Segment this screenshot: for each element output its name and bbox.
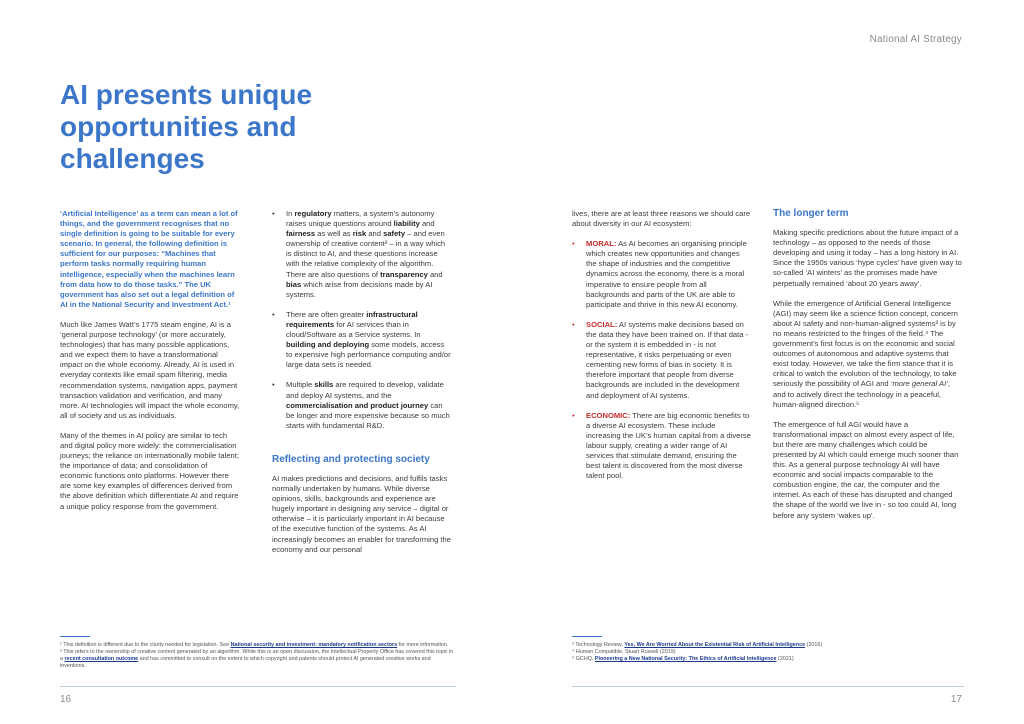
bold-term: transparency — [380, 269, 428, 279]
body-paragraph: Much like James Watt’s 1775 steam engine, AI is a ‘general purpose technology’ (or more accurately, technologies) that has many possible applications, and we expect them to have a transformational impact on the whole economy. Already, AI is used in everyday contexts like email spam filtering, media recommendation systems, navigation apps, payment transaction validation and verification, and many more. AI technologies will impact the whole economy, all of society and us as individuals. — [60, 319, 240, 420]
footnote-link[interactable]: National security and investment: mandatory notification sectors — [230, 642, 398, 648]
text: (2016) — [805, 642, 823, 648]
footnote — [572, 642, 962, 649]
text: In — [286, 209, 295, 218]
text: and — [427, 269, 443, 279]
page-title: AI presents unique opportunities and challenges — [60, 79, 313, 174]
text: ² This refers to the ownership of creative content generated by an algorithm. While this is an open discussion, the Intellectual Property Office has covered this topic in a — [60, 649, 454, 662]
list-item — [272, 310, 452, 371]
list-item — [572, 411, 752, 482]
page-number-right: 17 — [950, 694, 962, 705]
reasons-list — [572, 239, 752, 481]
text: and — [419, 219, 435, 229]
list-item — [272, 209, 452, 300]
footer-rule — [572, 686, 964, 687]
bullet-dot: • — [272, 380, 275, 390]
bold-term: regulatory — [294, 209, 332, 218]
bold-term: commercialisation and product journey — [286, 400, 429, 410]
section-heading: Reflecting and protecting society — [272, 453, 430, 465]
page-number-left: 16 — [60, 694, 72, 705]
column-4 — [773, 209, 963, 531]
text: for more information. — [397, 642, 449, 648]
bullet-dot: • — [272, 309, 275, 319]
bold-term: infrastructural requirements — [286, 309, 418, 329]
body-paragraph: lives, there are at least three reasons we should care about diversity in our AI ecosystem: — [572, 209, 751, 229]
text: While the emergence of Artificial General Intelligence (AGI) may seem like a science fiction concept, concern about AI safety and non-human-aligned systems³ is by no means restricted to the fringes of the field.⁴ The government’s first focus is on the economic and social outcomes of autonomous and adaptive systems that exist today. However, we take the firm stance that it is critical to watch the evolution of the technology, to take seriously the possibility of AGI and — [773, 298, 958, 389]
bold-term: liability — [393, 219, 420, 229]
column-2 — [272, 209, 452, 565]
bold-term: fairness — [286, 229, 316, 239]
bullet-dot: • — [272, 209, 275, 218]
intro-definition: ‘Artificial Intelligence’ as a term can mean a lot of things, and the government recognises that no single definition is going to be suitable for every scenario. In general, the following definition is sufficient for our purposes: “Machines that perform tasks normally requiring human intelligence, especially when the machines learn from data how to do those tasks.” The UK government has also set out a legal definition of AI in the National Security and Investment Act.¹ — [60, 209, 238, 309]
footnote-link[interactable]: recent consultation outcome — [64, 656, 139, 662]
footnote-rule — [572, 636, 602, 637]
text: – and even ownership of creative content² – in a way which is distinct to AI, and these questions increase with the relative complexity of the algorithm. There are also questions of — [286, 229, 446, 279]
bullet-label: SOCIAL: — [586, 319, 618, 329]
running-header: National AI Strategy — [869, 34, 962, 45]
section-heading: The longer term — [773, 208, 849, 219]
footnote — [60, 649, 455, 670]
list-item — [572, 239, 752, 310]
footnote-rule — [60, 636, 90, 637]
text: ¹ This definition is different due to the clarity needed for legislation. See — [60, 642, 231, 648]
text: ³ Technology Review, — [572, 642, 625, 648]
footnote — [572, 656, 962, 663]
text: There are often greater — [286, 309, 367, 319]
footnotes-left — [60, 642, 455, 670]
bold-term: bias — [286, 279, 302, 289]
text: are required to develop, validate and deploy AI systems, and the — [286, 380, 444, 400]
text: As AI becomes an organising principle which creates new opportunities and changes the shape of industries and the competitive dynamics across the economy, there is a moral imperative to ensure people from all backgrounds and parts of the UK are able to participate and thrive in this new AI economy. — [586, 239, 747, 309]
text: can be longer and more expensive because so much starts with fundamental R&D. — [286, 400, 450, 430]
footnotes-right — [572, 642, 962, 663]
text: AI systems make decisions based on the data they have been trained on. If that data - or the system it is embedded in - is not representative, it risks perpetuating or even cementing new forms of bias in society. It is therefore important that people from diverse backgrounds are included in the development and deployment of AI systems. — [586, 319, 749, 400]
text: ⁵ GCHQ, — [572, 656, 595, 662]
column-1 — [60, 209, 240, 522]
bold-term: safety — [383, 229, 406, 239]
bullet-label: MORAL: — [586, 239, 617, 249]
text: some models, access to expensive high performance computing and/or large data sets is needed. — [286, 340, 451, 370]
difference-list — [272, 209, 452, 431]
text: which arise from decisions made by AI systems. — [286, 279, 433, 299]
body-paragraph — [773, 299, 963, 410]
bold-term: building and deploying — [286, 340, 370, 350]
text: matters, a system’s autonomy raises unique questions around — [286, 209, 435, 229]
text: , and to actively direct the technology in a peaceful, human-aligned direction.⁵ — [773, 379, 951, 409]
column-3 — [572, 209, 752, 491]
text: Multiple — [286, 380, 315, 390]
footer-rule — [60, 686, 456, 687]
emphasis: ‘more general AI’ — [890, 379, 948, 389]
footnote: ⁴ Human Compatible, Stuart Russell (2019) — [572, 649, 676, 655]
bullet-dot: • — [572, 410, 575, 420]
list-item — [272, 380, 452, 430]
text: and — [366, 229, 384, 239]
list-item — [572, 320, 752, 401]
text: as well as — [315, 229, 353, 239]
text: for AI services than in cloud/Software as a Service systems. In — [286, 319, 421, 340]
footnote — [60, 642, 455, 649]
footnote-link[interactable]: Pioneering a New National Security: The Ethics of Artificial Intelligence — [594, 656, 777, 662]
bold-term: skills — [314, 380, 334, 390]
body-paragraph: AI makes predictions and decisions, and fulfils tasks normally undertaken by humans. While diverse opinions, skills, backgrounds and experience are hugely important in designing any service – digital or otherwise – it is particularly important in AI because of the executive function of the systems. As AI increasingly becomes an enabler for transforming the economy and our personal — [272, 473, 451, 554]
text: There are big economic benefits to a diverse AI ecosystem. These include increasing the UK’s human capital from a diverse labour supply, creating a wider range of AI services that stimulate demand, ensuring the best talent is discovered from the most diverse talent pool. — [586, 410, 751, 481]
body-paragraph: Many of the themes in AI policy are similar to tech and digital policy more widely: the commercialisation journeys; the reliance on internationally mobile talent; the importance of data; and consolidation of economic functions onto platforms. However there are some key examples of differences derived from the above definition which differentiate AI and require a unique policy response from the government. — [60, 430, 239, 511]
bullet-label: ECONOMIC: — [586, 410, 631, 420]
bullet-dot: • — [572, 239, 575, 249]
text: (2021) — [776, 656, 794, 662]
body-paragraph: Making specific predictions about the future impact of a technology – as opposed to the needs of those developing and using it today – has a long history in AI. Since the 1950s various ‘hype cycles’ have given way to so-called ‘AI winters’ as the promises made have perpetually remained ‘about 20 years away’. — [773, 228, 962, 288]
bullet-dot: • — [572, 319, 575, 329]
bold-term: risk — [352, 229, 367, 239]
text: and has committed to consult on the extent to which copyright and patents should protect AI generated creative works and inventions. — [60, 656, 431, 669]
footnote-link[interactable]: Yes, We Are Worried About the Existential Risk of Artificial Intelligence — [624, 642, 806, 648]
body-paragraph: The emergence of full AGI would have a transformational impact on almost every aspect of life, but there are many challenges which could be presented by AI which could emerge much sooner than this. As a general purpose technology AI will have economic and social impacts comparable to the combustion engine, the car, the computer and the internet. As each of these has disrupted and changed the shape of the world we live in - so too could AI, long before any system ‘wakes up’. — [773, 419, 959, 520]
